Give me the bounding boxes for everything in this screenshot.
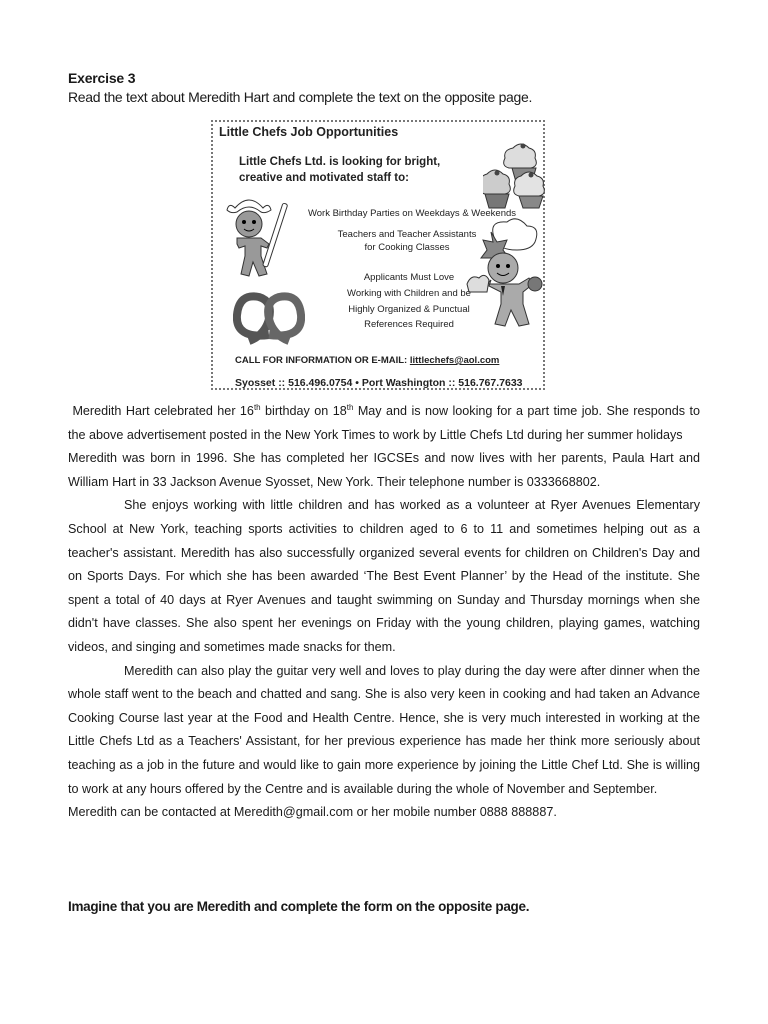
closing-instruction: Imagine that you are Meredith and complete the form on the opposite page. bbox=[68, 899, 530, 914]
passage-text: May and is now looking for a part time job. She responds to the above advertisement posted in the New York Times to work by Little Chefs Ltd during her summer holidays bbox=[68, 404, 701, 442]
ad-requirement: Applicants Must Love bbox=[363, 272, 455, 283]
passage-paragraph-5: Meredith can be contacted at Meredith@gmail.com or her mobile number 0888 888887. bbox=[68, 805, 557, 820]
exercise-title: Exercise 3 bbox=[68, 70, 136, 86]
passage-paragraph-4: Meredith can also play the guitar very well and loves to play during the day were after dinner when the whole staff went to the beach and chatted and sang. She is also very keen in cooking and had taken an Advance Cooking Course last year at the Food and Health Centre. Hence, she is very much interested in working at the Little Chefs Ltd as a Teachers' Assistant, for her previous experience has made her think more seriously about teaching as a job in the future and would like to gain more experience by joining the Little Chef Ltd. She is willing to work at any hours offered by the Centre and is available during the whole of November and September. bbox=[68, 663, 700, 796]
ad-duty-birthday: Work Birthday Parties on Weekdays & Weekends bbox=[307, 208, 517, 219]
gingerbread-girl-icon bbox=[221, 194, 291, 282]
ad-contact-line bbox=[235, 355, 499, 366]
passage-text: Meredith Hart celebrated her 16 bbox=[72, 404, 254, 418]
passage-paragraph-2: Meredith was born in 1996. She has completed her IGCSEs and now lives with her parents, Paula Hart and William Hart in 33 Jackson Avenue Syosset, New York. Their telephone number is 0333668802. bbox=[68, 451, 700, 489]
ad-call-text: CALL FOR INFORMATION OR E-MAIL: bbox=[235, 355, 408, 366]
passage-paragraph-1 bbox=[68, 400, 700, 447]
ad-requirement: References Required bbox=[364, 319, 454, 330]
ad-email-link[interactable]: littlechefs@aol.com bbox=[409, 355, 500, 366]
ordinal-suffix: th bbox=[253, 402, 261, 412]
cupcakes-icon bbox=[483, 140, 549, 210]
ad-duty-teachers: Teachers and Teacher Assistants bbox=[337, 229, 477, 240]
ad-requirement: Highly Organized & Punctual bbox=[348, 304, 470, 315]
passage-paragraph-3: She enjoys working with little children and has worked as a volunteer at Ryer Avenues Elementary School at New York, teaching sports activities to children aged to 6 to 11 and sometimes helping out as a teacher's assistant. Meredith has also successfully organized several events for children on Children's Day and on Sports Days. For which she has been awarded ‘The Best Event Planner’ by the Head of the institute. She spent a total of 40 days at Ryer Avenues and taught swimming on Sunday and Thursday mornings when she didn't have classes. She also spent her evenings on Friday with the young children, playing games, watching videos, and singing and sometimes made snacks for them. bbox=[68, 498, 700, 654]
exercise-heading bbox=[68, 68, 708, 106]
ad-intro-line: Little Chefs Ltd. is looking for bright, bbox=[239, 156, 441, 168]
ordinal-suffix: th bbox=[346, 402, 354, 412]
ad-title: Little Chefs Job Opportunities bbox=[219, 125, 399, 139]
ad-phone-numbers: Syosset :: 516.496.0754 • Port Washington :: 516.767.7633 bbox=[235, 377, 523, 389]
ad-duty-teachers: for Cooking Classes bbox=[364, 242, 450, 253]
exercise-instruction: Read the text about Meredith Hart and complete the text on the opposite page. bbox=[68, 89, 533, 105]
passage-text: birthday on 18 bbox=[260, 404, 347, 418]
ad-intro-line: creative and motivated staff to: bbox=[239, 172, 409, 184]
job-advertisement bbox=[211, 120, 545, 390]
ad-requirement: Working with Children and be bbox=[347, 288, 471, 299]
passage bbox=[68, 400, 700, 825]
ad-intro bbox=[239, 154, 489, 186]
pretzel-icon bbox=[233, 287, 305, 345]
